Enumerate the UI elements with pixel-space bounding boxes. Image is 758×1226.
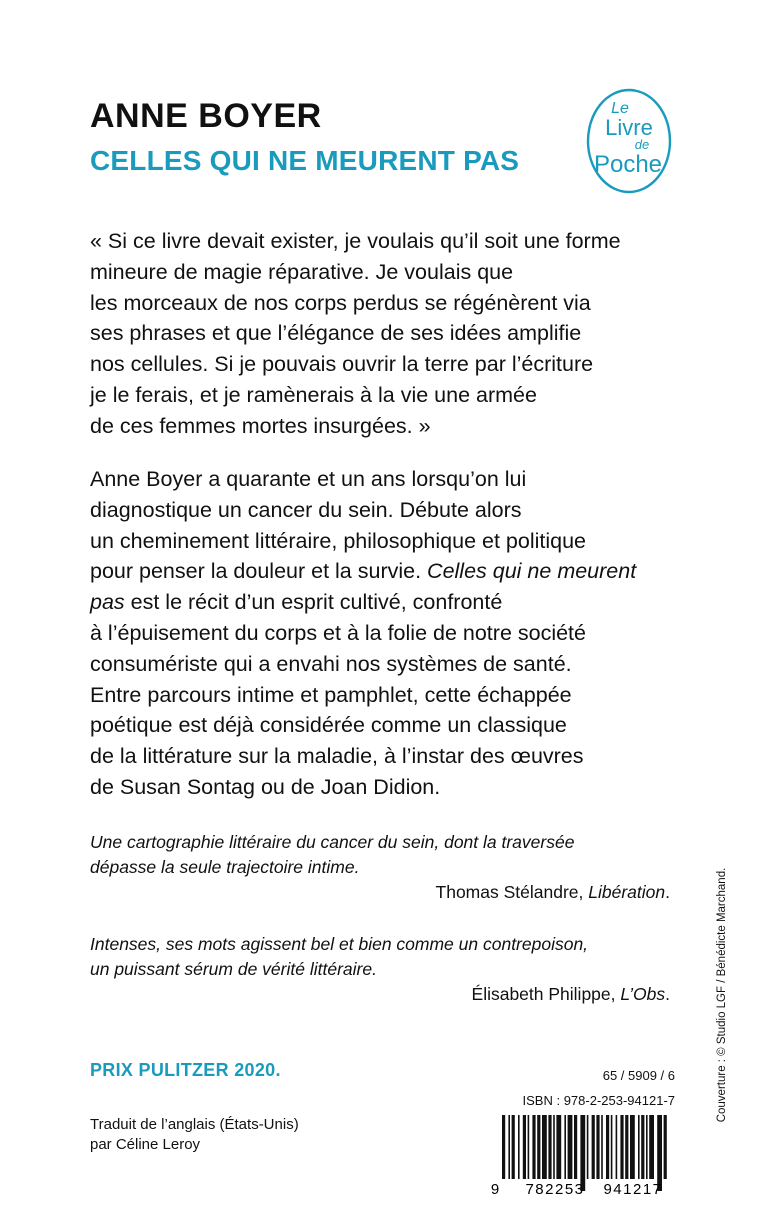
barcode-bar bbox=[592, 1115, 595, 1179]
blurb-quote bbox=[90, 226, 690, 442]
description-line: Entre parcours intime et pamphlet, cette échappée bbox=[90, 682, 572, 707]
logo-text-le: Le bbox=[611, 100, 629, 117]
press-review bbox=[90, 932, 670, 1007]
description-line bbox=[90, 587, 690, 618]
livre-de-poche-logo-icon bbox=[584, 86, 674, 196]
barcode-bar bbox=[587, 1115, 589, 1179]
review-quote-line: un puissant sérum de vérité littéraire. bbox=[90, 959, 377, 979]
translator-credit bbox=[90, 1115, 299, 1155]
barcode-bar bbox=[638, 1115, 640, 1179]
description-text: pour penser la douleur et la survie. bbox=[90, 559, 422, 584]
barcode-bar bbox=[606, 1115, 609, 1179]
logo-text-poche: Poche bbox=[593, 151, 663, 178]
barcode-bar bbox=[630, 1115, 635, 1179]
barcode-bar bbox=[532, 1115, 535, 1179]
review-attribution bbox=[90, 982, 670, 1007]
quote-line: je le ferais, et je ramènerais à la vie une armée bbox=[90, 382, 537, 407]
review-source: L’Obs bbox=[620, 984, 666, 1004]
barcode-bar bbox=[508, 1115, 510, 1179]
barcode-bar bbox=[553, 1115, 555, 1179]
description-line: poétique est déjà considérée comme un classique bbox=[90, 713, 567, 738]
quote-line: « Si ce livre devait exister, je voulais qu’il soit une forme bbox=[90, 229, 621, 253]
review-end-punctuation: . bbox=[665, 882, 670, 902]
barcode-bar bbox=[574, 1115, 577, 1179]
translator-line: Traduit de l’anglais (États-Unis) bbox=[90, 1116, 299, 1133]
barcode-bar bbox=[664, 1115, 667, 1179]
review-author: Élisabeth Philippe, bbox=[471, 984, 616, 1004]
description-title-italic: Celles qui ne meurent bbox=[427, 559, 637, 584]
barcode-bar bbox=[641, 1115, 644, 1179]
review-quote-line: dépasse la seule trajectoire intime. bbox=[90, 857, 360, 877]
cover-credit bbox=[712, 855, 732, 1135]
logo-text-de: de bbox=[634, 137, 650, 152]
translator-line: par Céline Leroy bbox=[90, 1136, 201, 1153]
description-line: de la littérature sur la maladie, à l’instar des œuvres bbox=[90, 744, 584, 769]
barcode-bar bbox=[518, 1115, 520, 1179]
barcode-bar bbox=[649, 1115, 654, 1179]
barcode-bar bbox=[646, 1115, 648, 1179]
quote-line: les morceaux de nos corps perdus se régénèrent via bbox=[90, 290, 591, 315]
isbn-number: ISBN : 978-2-253-94121-7 bbox=[522, 1093, 675, 1108]
barcode-bar bbox=[568, 1115, 573, 1179]
description-line: un cheminement littéraire, philosophique et politique bbox=[90, 528, 587, 553]
review-attribution bbox=[90, 880, 670, 905]
review-quote-line: Une cartographie littéraire du cancer du sein, dont la traversée bbox=[90, 832, 575, 852]
barcode-bar bbox=[580, 1115, 585, 1191]
book-description bbox=[90, 464, 690, 803]
review-author: Thomas Stélandre, bbox=[435, 882, 584, 902]
description-line: à l’épuisement du corps et à la folie de notre société bbox=[90, 620, 586, 645]
description-title-italic: pas bbox=[90, 590, 125, 615]
description-line: Anne Boyer a quarante et un ans lorsqu’on lui bbox=[90, 467, 527, 491]
barcode-bar bbox=[625, 1115, 628, 1179]
barcode-bar bbox=[620, 1115, 623, 1179]
publisher-logo bbox=[584, 86, 674, 196]
review-quote-line: Intenses, ses mots agissent bel et bien comme un contrepoison, bbox=[90, 934, 589, 954]
quote-line: nos cellules. Si je pouvais ouvrir la terre par l’écriture bbox=[90, 352, 594, 377]
barcode-bar bbox=[564, 1115, 566, 1179]
review-end-punctuation: . bbox=[665, 984, 670, 1004]
isbn-barcode bbox=[488, 1115, 678, 1197]
description-line bbox=[90, 556, 690, 587]
barcode-bar bbox=[542, 1115, 547, 1179]
barcode-bar bbox=[537, 1115, 540, 1179]
barcode-bar bbox=[601, 1115, 603, 1179]
barcode-group-left: 782253 bbox=[525, 1181, 585, 1197]
barcode-bar bbox=[616, 1115, 618, 1179]
barcode-bar bbox=[548, 1115, 551, 1179]
quote-line: de ces femmes mortes insurgées. » bbox=[90, 413, 431, 438]
barcode-first-digit: 9 bbox=[490, 1181, 500, 1197]
press-review bbox=[90, 830, 670, 905]
description-line: consumériste qui a envahi nos systèmes de santé. bbox=[90, 651, 572, 676]
author-name: ANNE BOYER bbox=[90, 97, 322, 135]
quote-line: ses phrases et que l’élégance de ses idées amplifie bbox=[90, 321, 582, 346]
prize-label: PRIX PULITZER 2020. bbox=[90, 1060, 281, 1080]
description-line: de Susan Sontag ou de Joan Didion. bbox=[90, 774, 441, 799]
barcode-group-right: 941217 bbox=[603, 1181, 663, 1197]
barcode-bar bbox=[528, 1115, 530, 1179]
barcode-bar bbox=[523, 1115, 526, 1179]
review-source: Libération bbox=[588, 882, 666, 902]
quote-line: mineure de magie réparative. Je voulais que bbox=[90, 259, 514, 284]
book-title: CELLES QUI NE MEURENT PAS bbox=[90, 145, 520, 176]
barcode-bar bbox=[611, 1115, 613, 1179]
logo-text-livre: Livre bbox=[605, 115, 653, 140]
cover-credit-text: Couverture : © Studio LGF / Bénédicte Marchand. bbox=[716, 867, 728, 1123]
description-text: est le récit d’un esprit cultivé, confronté bbox=[130, 590, 503, 615]
barcode-bar bbox=[596, 1115, 599, 1179]
barcode-bar bbox=[512, 1115, 515, 1179]
barcode-bar bbox=[502, 1115, 505, 1179]
barcode-bar bbox=[556, 1115, 561, 1179]
internal-code: 65 / 5909 / 6 bbox=[602, 1068, 675, 1083]
barcode-icon bbox=[488, 1115, 678, 1197]
barcode-bar bbox=[657, 1115, 662, 1191]
description-line: diagnostique un cancer du sein. Débute alors bbox=[90, 497, 522, 522]
